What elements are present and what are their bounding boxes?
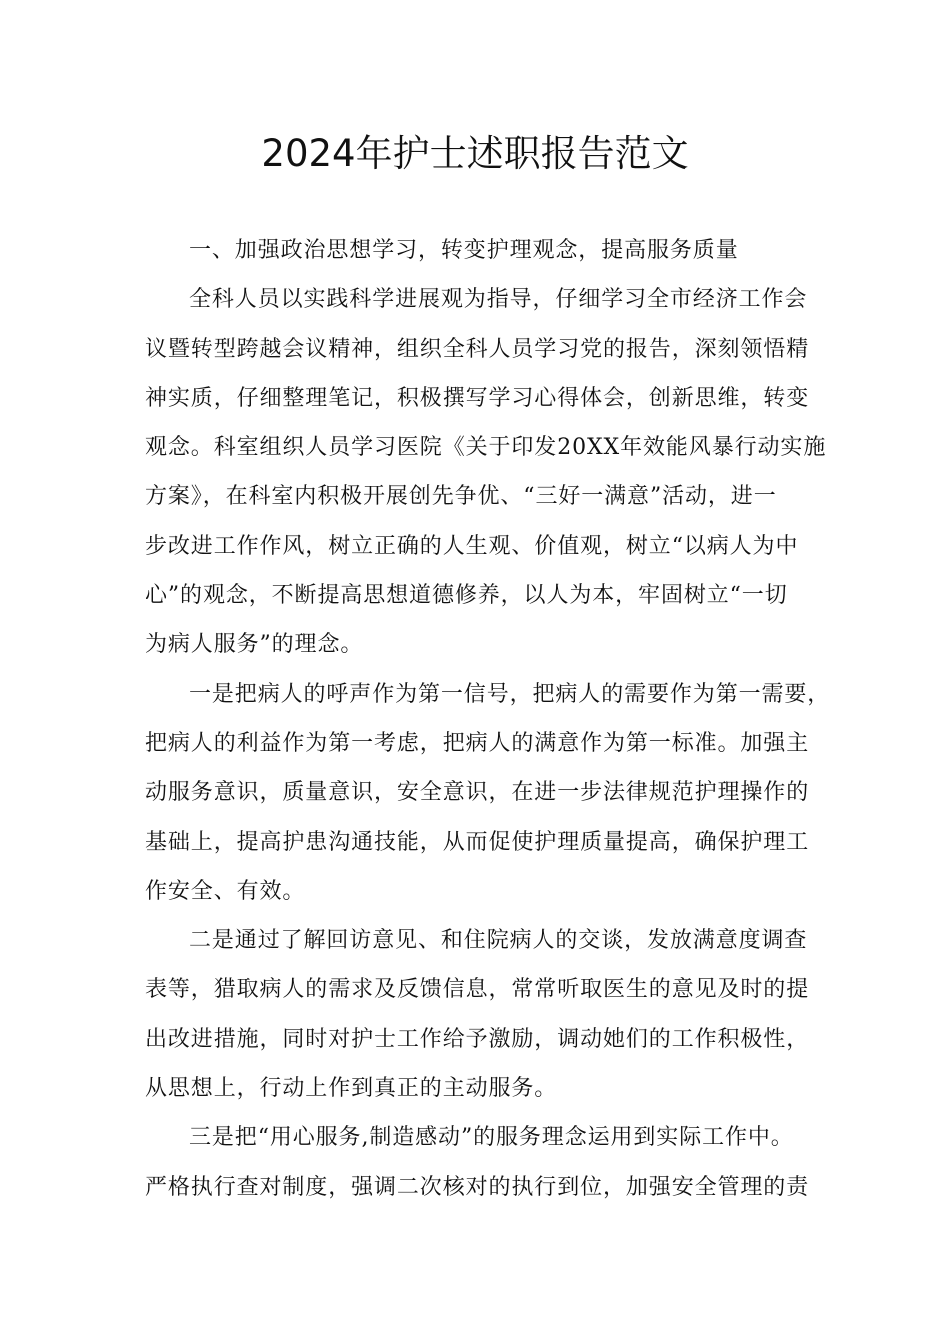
paragraph-line: 表等，猎取病人的需求及反馈信息，常常听取医生的意见及时的提 xyxy=(145,977,810,1003)
document-body xyxy=(145,226,831,1212)
paragraph-line: 方案》，在科室内积极开展创先争优、“三好一满意”活动，进一 xyxy=(145,484,777,510)
paragraph-line: 出改进措施，同时对护士工作给予激励，调动她们的工作积极性， xyxy=(145,1026,810,1052)
paragraph-line: 一是把病人的呼声作为第一信号，把病人的需要作为第一需要， xyxy=(189,681,831,707)
paragraph-line: 作安全、有效。 xyxy=(145,878,306,904)
paragraph-line: 二是通过了解回访意见、和住院病人的交谈，发放满意度调查 xyxy=(189,928,808,954)
paragraph-line: 神实质，仔细整理笔记，积极撰写学习心得体会，创新思维，转变 xyxy=(145,385,810,411)
paragraph-line: 为病人服务”的理念。 xyxy=(145,632,364,658)
paragraph-line: 把病人的利益作为第一考虑，把病人的满意作为第一标准。加强主 xyxy=(145,730,810,756)
paragraph-line: 基础上，提高护患沟通技能，从而促使护理质量提高，确保护理工 xyxy=(145,829,810,855)
paragraph-line: 心”的观念，不断提高思想道德修养，以人为本，牢固树立“一切 xyxy=(145,583,788,609)
paragraph-line: 严格执行查对制度，强调二次核对的执行到位，加强安全管理的责 xyxy=(145,1174,810,1200)
paragraph-line: 步改进工作作风，树立正确的人生观、价值观，树立“以病人为中 xyxy=(145,533,799,559)
paragraph-line: 议暨转型跨越会议精神，组织全科人员学习党的报告，深刻领悟精 xyxy=(145,336,810,362)
paragraph-line: 从思想上，行动上作到真正的主动服务。 xyxy=(145,1076,558,1102)
paragraph-line: 动服务意识，质量意识，安全意识，在进一步法律规范护理操作的 xyxy=(145,780,810,806)
document-title: 2024年护士述职报告范文 xyxy=(261,132,689,175)
paragraph-line: 观念。科室组织人员学习医院《关于印发20XX年效能风暴行动实施 xyxy=(145,435,827,461)
section-heading: 一、加强政治思想学习，转变护理观念，提高服务质量 xyxy=(189,238,739,263)
paragraph-line: 全科人员以实践科学进展观为指导，仔细学习全市经济工作会 xyxy=(189,287,808,313)
paragraph-line: 三是把“用心服务,制造感动”的服务理念运用到实际工作中。 xyxy=(189,1125,794,1151)
